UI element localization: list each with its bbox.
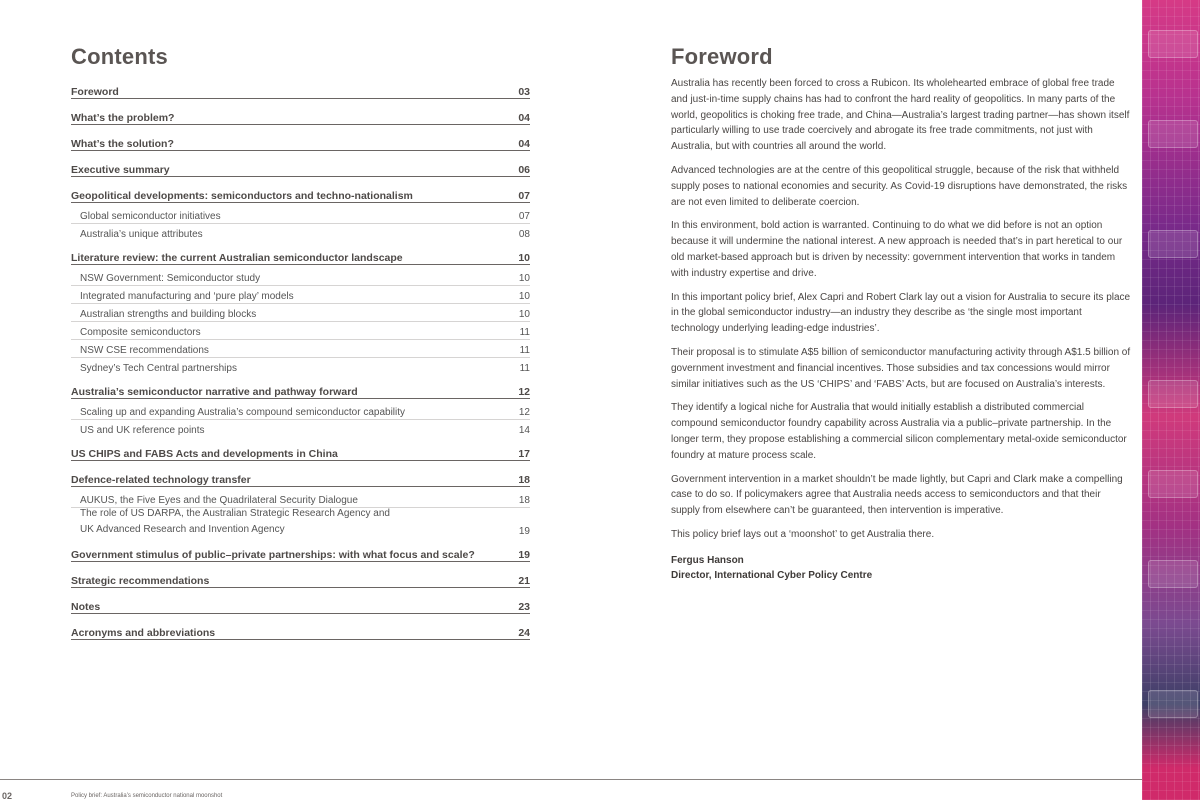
toc-entry-label: Strategic recommendations xyxy=(71,575,210,587)
signature-block xyxy=(671,553,1131,584)
contents-section xyxy=(71,44,530,645)
toc-entry[interactable] xyxy=(71,567,530,588)
toc-entry-label: Notes xyxy=(71,601,101,613)
toc-subentry[interactable] xyxy=(71,224,530,241)
toc-subentry-label: NSW Government: Semiconductor study xyxy=(80,273,261,284)
toc-subentry-label-line2: UK Advanced Research and Invention Agency xyxy=(80,524,285,535)
toc-subentry[interactable] xyxy=(71,206,530,224)
toc-entry-page: 10 xyxy=(518,252,530,264)
signer-name: Fergus Hanson xyxy=(671,554,744,566)
toc-entry-page: 23 xyxy=(518,601,530,613)
table-of-contents xyxy=(71,78,530,640)
toc-entry[interactable] xyxy=(71,156,530,177)
toc-entry-page: 19 xyxy=(518,549,530,561)
toc-entry-page: 17 xyxy=(518,448,530,460)
toc-subentry[interactable] xyxy=(71,402,530,420)
toc-entry[interactable] xyxy=(71,541,530,562)
toc-subentry-page: 12 xyxy=(518,407,530,418)
toc-entry-page: 12 xyxy=(518,386,530,398)
toc-entry[interactable] xyxy=(71,130,530,151)
toc-subentry-label: Global semiconductor initiatives xyxy=(80,211,221,222)
toc-entry-page: 21 xyxy=(518,575,530,587)
signer-title: Director, International Cyber Policy Centre xyxy=(671,570,873,582)
foreword-paragraph: They identify a logical niche for Australia that would initially establish a distributed commercial compound semiconductor foundry capability across Australia via a public–private partnership. In the longer term, they propose establishing a commercial silicon complementary metal-oxide semiconductor foundry at mature process scale. xyxy=(671,402,1127,461)
toc-entry-page: 04 xyxy=(518,112,530,124)
footer-rule xyxy=(0,779,1142,780)
toc-subentry-label: Sydney’s Tech Central partnerships xyxy=(80,363,237,374)
toc-subentry-label: Scaling up and expanding Australia’s compound semiconductor capability xyxy=(80,407,406,418)
toc-subentry-label: Australian strengths and building blocks xyxy=(80,309,257,320)
toc-subentry-page: 18 xyxy=(518,495,530,506)
foreword-paragraph: Australia has recently been forced to cross a Rubicon. Its wholehearted embrace of global free trade and just-in-time supply chains has had to confront the hard reality of geopolitics. In many parts of the world, geopolitics is choking free trade, and China—Australia’s largest trading partner—has shown itself particularly willing to use trade coercively and abrogate its free trade commitments, not just with Australia, but with countries all around the world. xyxy=(671,78,1130,153)
foreword-section xyxy=(671,44,1131,584)
foreword-paragraph: This policy brief lays out a ‘moonshot’ to get Australia there. xyxy=(671,528,935,540)
foreword-body xyxy=(671,76,1131,543)
toc-subentry[interactable] xyxy=(71,322,530,340)
toc-entry[interactable] xyxy=(71,378,530,399)
toc-entry[interactable] xyxy=(71,440,530,461)
toc-entry[interactable] xyxy=(71,78,530,99)
toc-entry-label: US CHIPS and FABS Acts and developments in China xyxy=(71,448,338,460)
toc-subentry-page: 14 xyxy=(518,425,530,436)
toc-entry-page: 06 xyxy=(518,164,530,176)
toc-subentry-page: 11 xyxy=(519,345,530,356)
toc-subentry-page: 11 xyxy=(519,363,530,374)
toc-subentry-page: 08 xyxy=(518,229,530,240)
foreword-paragraph: Government intervention in a market shouldn’t be made lightly, but Capri and Clark make a compelling case to do so. If policymakers agree that Australia needs access to semiconductors and that their supply from elsewhere can’t be guaranteed, then intervention is imperative. xyxy=(671,473,1123,517)
toc-subentry-page: 07 xyxy=(518,211,530,222)
toc-entry[interactable] xyxy=(71,244,530,265)
toc-subentry[interactable] xyxy=(71,268,530,286)
toc-subentry-label: Integrated manufacturing and ‘pure play’ models xyxy=(80,291,294,302)
toc-subentry-label-line1: The role of US DARPA, the Australian Strategic Research Agency and xyxy=(80,508,390,519)
toc-subentry-page: 10 xyxy=(518,291,530,302)
toc-entry-label: Australia’s semiconductor narrative and pathway forward xyxy=(71,386,358,398)
toc-entry-label: Defence-related technology transfer xyxy=(71,474,251,486)
toc-entry-page: 18 xyxy=(518,474,530,486)
toc-subentry[interactable] xyxy=(71,340,530,358)
toc-subentry-label xyxy=(80,506,390,538)
toc-entry-label: What’s the problem? xyxy=(71,112,175,124)
foreword-title: Foreword xyxy=(671,44,773,69)
toc-entry-label: Executive summary xyxy=(71,164,170,176)
toc-entry-label: Acronyms and abbreviations xyxy=(71,627,216,639)
toc-entry-label: Literature review: the current Australian semiconductor landscape xyxy=(71,252,403,264)
decorative-chip-image xyxy=(1142,0,1200,800)
toc-subentry-page: 19 xyxy=(518,526,530,537)
toc-subentry-page: 11 xyxy=(519,327,530,338)
toc-subentry-label: US and UK reference points xyxy=(80,425,205,436)
toc-subentry[interactable] xyxy=(71,420,530,437)
toc-entry[interactable] xyxy=(71,466,530,487)
toc-subentry-label: Composite semiconductors xyxy=(80,327,201,338)
toc-entry-label: What’s the solution? xyxy=(71,138,174,150)
toc-entry-label: Foreword xyxy=(71,86,119,98)
foreword-paragraph: In this environment, bold action is warranted. Continuing to do what we did before is not an option because it will undermine the national interest. A new approach is needed that’s in part heretical to our old market-based approach but is driven by necessity: government intervention that works in tandem with industry expertise and drive. xyxy=(671,220,1123,279)
toc-entry[interactable] xyxy=(71,104,530,125)
toc-entry[interactable] xyxy=(71,182,530,203)
contents-title: Contents xyxy=(71,44,168,69)
toc-entry-page: 03 xyxy=(518,86,530,98)
toc-entry-page: 04 xyxy=(518,138,530,150)
footer-text: Policy brief: Australia’s semiconductor national moonshot xyxy=(71,793,223,799)
toc-entry[interactable] xyxy=(71,593,530,614)
toc-subentry[interactable] xyxy=(71,304,530,322)
toc-subentry-label: NSW CSE recommendations xyxy=(80,345,209,356)
toc-entry[interactable] xyxy=(71,619,530,640)
toc-entry-label: Government stimulus of public–private partnerships: with what focus and scale? xyxy=(71,549,475,561)
toc-subentry-label: AUKUS, the Five Eyes and the Quadrilateral Security Dialogue xyxy=(80,495,358,506)
toc-entry-page: 07 xyxy=(518,190,530,202)
toc-subentry[interactable] xyxy=(71,286,530,304)
foreword-paragraph: Advanced technologies are at the centre of this geopolitical struggle, because of the risk that withheld supply poses to national economies and security. As Covid-19 disruptions have demonstrated, the risks are not even limited to deliberate coercion. xyxy=(671,164,1128,208)
toc-entry-label: Geopolitical developments: semiconductors and techno-nationalism xyxy=(71,190,413,202)
toc-subentry-page: 10 xyxy=(518,309,530,320)
foreword-paragraph: Their proposal is to stimulate A$5 billion of semiconductor manufacturing activity through A$1.5 billion of government investment and financial incentives. Those subsidies and tax concessions would mirror similar initiatives such as the US ‘CHIPS’ and ‘FABS’ Acts, but are focused on Australia’s interests. xyxy=(671,346,1131,390)
toc-entry-page: 24 xyxy=(518,627,530,639)
toc-subentry-page: 10 xyxy=(518,273,530,284)
toc-subentry-label: Australia’s unique attributes xyxy=(80,229,203,240)
foreword-paragraph: In this important policy brief, Alex Capri and Robert Clark lay out a vision for Australia to secure its place in the global semiconductor industry—an industry they describe as ‘the single most important technology underlying leading-edge industries’. xyxy=(671,291,1131,335)
toc-subentry[interactable] xyxy=(71,508,530,538)
toc-subentry[interactable] xyxy=(71,358,530,375)
footer-page-number: 02 xyxy=(2,791,13,801)
